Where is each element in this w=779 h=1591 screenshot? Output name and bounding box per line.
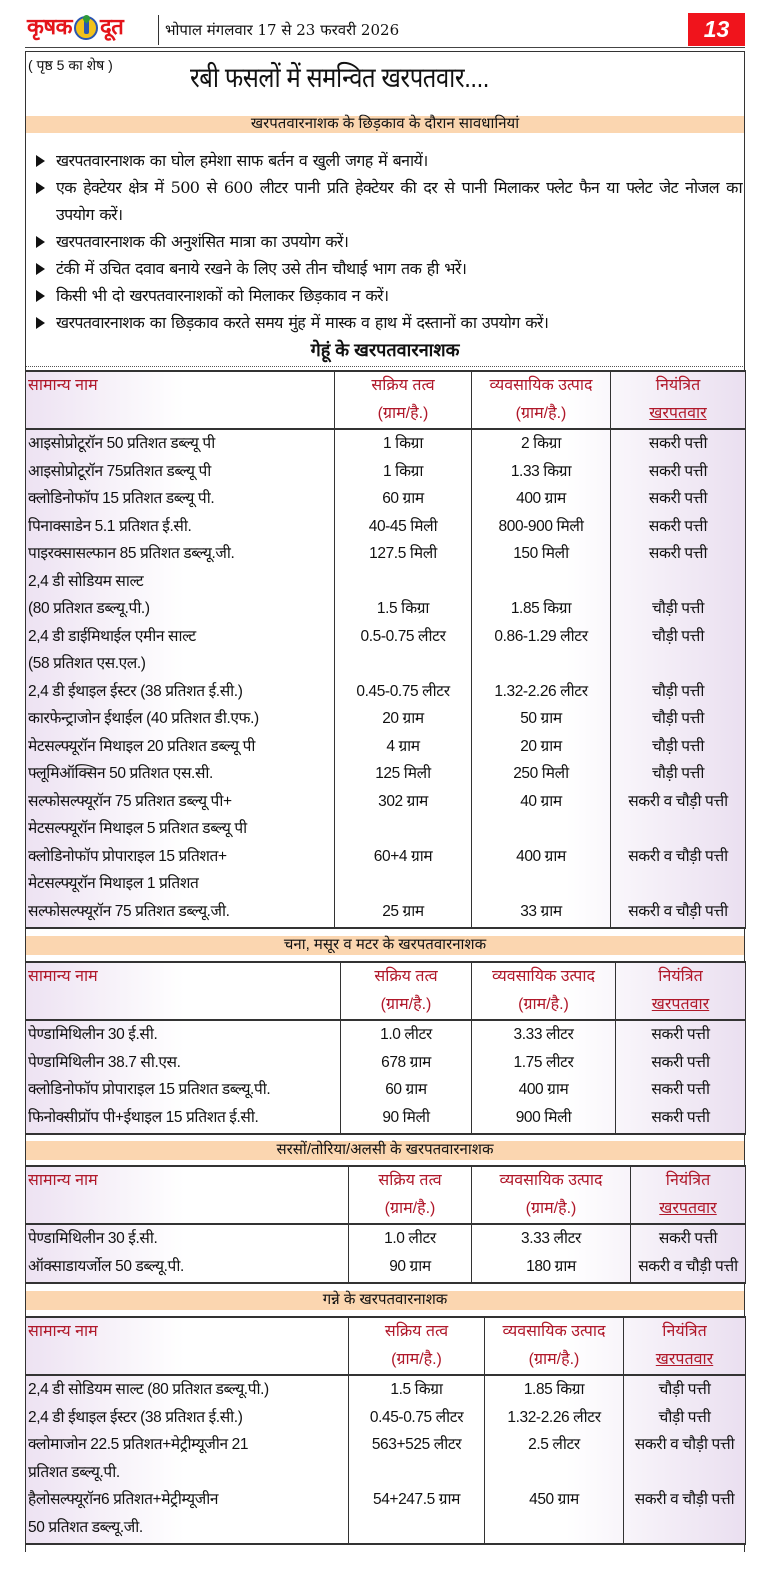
cell-name: पेण्डामिथिलीन 38.7 सी.एस.: [26, 1049, 341, 1077]
masthead: [25, 8, 745, 48]
cell-active: [335, 568, 472, 596]
newspaper-logo[interactable]: [27, 10, 123, 46]
cell-active: 60+4 ग्राम: [335, 843, 472, 871]
cell-product: [485, 1514, 624, 1545]
col-header-product: व्यवसायिक उत्पाद (ग्राम/है.): [472, 1166, 631, 1224]
cell-name: क्लोमाजोन 22.5 प्रतिशत+मेट्रीम्यूजीन 21: [26, 1431, 349, 1459]
cell-product: 20 ग्राम: [472, 733, 611, 761]
cell-weed: सकरी पत्ती: [631, 1224, 746, 1253]
cell-name: फ्लूमिऑक्सिन 50 प्रतिशत एस.सी.: [26, 760, 335, 788]
cell-weed: सकरी पत्ती: [611, 458, 746, 486]
cell-active: 125 मिली: [335, 760, 472, 788]
table-row: [26, 705, 746, 733]
cell-product: 400 ग्राम: [472, 485, 611, 513]
table-row: [26, 1431, 746, 1459]
mustard-band: [26, 1141, 744, 1160]
sugarcane-herbicide-table: [25, 1316, 746, 1545]
cell-active: 25 ग्राम: [335, 898, 472, 929]
table-row: [26, 870, 746, 898]
table-row: [26, 1049, 746, 1077]
cell-active: 60 ग्राम: [341, 1076, 472, 1104]
bullet-triangle-icon: [36, 182, 45, 194]
cell-weed: [611, 815, 746, 843]
table-row: [26, 1076, 746, 1104]
cell-weed: [611, 568, 746, 596]
list-item: खरपतवारनाशक की अनुशंसित मात्रा का उपयोग करें।: [34, 228, 742, 255]
cell-name: 2,4 डी सोडियम साल्ट: [26, 568, 335, 596]
cell-active: 0.5-0.75 लीटर: [335, 623, 472, 651]
cell-name: सल्फोसल्फ्यूरॉन 75 प्रतिशत डब्ल्यू.जी.: [26, 898, 335, 929]
cell-weed: सकरी पत्ती: [616, 1049, 746, 1077]
table-row: [26, 1020, 746, 1049]
table-row: [26, 843, 746, 871]
cell-product: 33 ग्राम: [472, 898, 611, 929]
cell-weed: सकरी व चौड़ी पत्ती: [624, 1486, 746, 1514]
sugarcane-band: [26, 1291, 744, 1310]
cell-product: 2 किग्रा: [472, 429, 611, 458]
table-row: [26, 568, 746, 596]
cell-name: पिनाक्साडेन 5.1 प्रतिशत ई.सी.: [26, 513, 335, 541]
cell-active: 20 ग्राम: [335, 705, 472, 733]
col-header-name: सामान्य नाम: [26, 1166, 349, 1224]
cell-name: फिनोक्सीप्रॉप पी+ईथाइल 15 प्रतिशत ई.सी.: [26, 1104, 341, 1135]
cell-weed: चौड़ी पत्ती: [611, 705, 746, 733]
cell-product: 1.32-2.26 लीटर: [485, 1404, 624, 1432]
table-row: [26, 1486, 746, 1514]
table-row: [26, 815, 746, 843]
precautions-band: [26, 116, 744, 133]
table-row: [26, 1224, 746, 1253]
logo-text-left: कृषक: [27, 15, 73, 40]
cell-product: [472, 650, 611, 678]
list-item: किसी भी दो खरपतवारनाशकों को मिलाकर छिड़काव न करें।: [34, 282, 742, 309]
logo-text-right: दूत: [100, 15, 124, 40]
col-header-active: सक्रिय तत्व (ग्राम/है.): [349, 1317, 485, 1375]
cell-product: 180 ग्राम: [472, 1253, 631, 1284]
col-header-product: व्यवसायिक उत्पाद (ग्राम/है.): [472, 371, 611, 429]
table-row: [26, 540, 746, 568]
cell-name: (80 प्रतिशत डब्ल्यू.पी.): [26, 595, 335, 623]
cell-name: मेटसल्फ्यूरॉन मिथाइल 1 प्रतिशत: [26, 870, 335, 898]
cell-product: 40 ग्राम: [472, 788, 611, 816]
cell-weed: सकरी पत्ती: [611, 540, 746, 568]
table-row: [26, 788, 746, 816]
table-row: [26, 623, 746, 651]
pulses-section-heading: चना, मसूर व मटर के खरपतवारनाशक: [283, 936, 487, 953]
cell-weed: [611, 650, 746, 678]
col-header-active: सक्रिय तत्व (ग्राम/है.): [335, 371, 472, 429]
cell-product: 450 ग्राम: [485, 1486, 624, 1514]
cell-name: हैलोसल्फ्यूरॉन6 प्रतिशत+मेट्रीम्यूजीन: [26, 1486, 349, 1514]
pulses-band: [26, 936, 744, 955]
cell-product: 1.32-2.26 लीटर: [472, 678, 611, 706]
article-title: रबी फसलों में समन्वित खरपतवार....: [190, 62, 489, 93]
cell-active: [335, 870, 472, 898]
cell-name: क्लोडिनोफॉप 15 प्रतिशत डब्ल्यू पी.: [26, 485, 335, 513]
cell-name: 2,4 डी ईथाइल ईस्टर (38 प्रतिशत ई.सी.): [26, 678, 335, 706]
cell-name: पाइरक्सासल्फान 85 प्रतिशत डब्ल्यू.जी.: [26, 540, 335, 568]
cell-active: [335, 650, 472, 678]
cell-product: 3.33 लीटर: [472, 1020, 616, 1049]
table-row: [26, 1253, 746, 1284]
cell-active: [349, 1459, 485, 1487]
cell-product: [472, 870, 611, 898]
cell-weed: सकरी व चौड़ी पत्ती: [631, 1253, 746, 1284]
cell-product: 150 मिली: [472, 540, 611, 568]
cell-name: पेण्डामिथिलीन 30 ई.सी.: [26, 1224, 349, 1253]
cell-product: 0.86-1.29 लीटर: [472, 623, 611, 651]
precautions-list: [34, 147, 742, 336]
bullet-triangle-icon: [36, 155, 45, 167]
col-header-weed: नियंत्रित खरपतवार: [611, 371, 746, 429]
cell-name: प्रतिशत डब्ल्यू.पी.: [26, 1459, 349, 1487]
cell-weed: चौड़ी पत्ती: [611, 623, 746, 651]
cell-weed: सकरी पत्ती: [616, 1020, 746, 1049]
cell-product: 2.5 लीटर: [485, 1431, 624, 1459]
cell-active: 4 ग्राम: [335, 733, 472, 761]
cell-product: 900 मिली: [472, 1104, 616, 1135]
cell-product: 250 मिली: [472, 760, 611, 788]
table-row: [26, 429, 746, 458]
cell-product: 1.85 किग्रा: [485, 1375, 624, 1404]
cell-active: [349, 1514, 485, 1545]
cell-name: कारफेन्ट्राजोन ईथाईल (40 प्रतिशत डी.एफ.): [26, 705, 335, 733]
cell-weed: चौड़ी पत्ती: [611, 733, 746, 761]
cell-name: क्लोडिनोफॉप प्रोपाराइल 15 प्रतिशत डब्ल्यू.पी.: [26, 1076, 341, 1104]
cell-name: 2,4 डी डाईमिथाईल एमीन साल्ट: [26, 623, 335, 651]
cell-product: 3.33 लीटर: [472, 1224, 631, 1253]
cell-active: 1 किग्रा: [335, 458, 472, 486]
table-row: [26, 733, 746, 761]
cell-active: 1.0 लीटर: [341, 1020, 472, 1049]
cell-active: 1 किग्रा: [335, 429, 472, 458]
cell-name: आइसोप्रोटूरॉन 50 प्रतिशत डब्ल्यू पी: [26, 429, 335, 458]
col-header-name: सामान्य नाम: [26, 371, 335, 429]
table-header-row: [26, 371, 746, 429]
bullet-triangle-icon: [36, 263, 45, 275]
cell-weed: चौड़ी पत्ती: [611, 595, 746, 623]
col-header-name: सामान्य नाम: [26, 962, 341, 1020]
wheat-section-heading: गेहूं के खरपतवारनाशक: [310, 340, 460, 360]
sugarcane-section-heading: गन्ने के खरपतवारनाशक: [322, 1291, 448, 1308]
table-header-row: [26, 1166, 746, 1224]
cell-weed: [624, 1514, 746, 1545]
masthead-separator: [158, 15, 159, 45]
cell-weed: [611, 870, 746, 898]
cell-weed: सकरी व चौड़ी पत्ती: [624, 1431, 746, 1459]
precautions-heading: खरपतवारनाशक के छिड़काव के दौरान सावधानियां: [250, 115, 520, 132]
cell-product: [472, 568, 611, 596]
page-number-badge: 13: [688, 13, 745, 46]
col-header-product: व्यवसायिक उत्पाद (ग्राम/है.): [472, 962, 616, 1020]
cell-product: 1.75 लीटर: [472, 1049, 616, 1077]
cell-product: 50 ग्राम: [472, 705, 611, 733]
cell-weed: सकरी व चौड़ी पत्ती: [611, 843, 746, 871]
table-row: [26, 1459, 746, 1487]
cell-active: 1.5 किग्रा: [335, 595, 472, 623]
table-row: [26, 485, 746, 513]
cell-name: 50 प्रतिशत डब्ल्यू.जी.: [26, 1514, 349, 1545]
cell-product: 800-900 मिली: [472, 513, 611, 541]
cell-name: सल्फोसल्फ्यूरॉन 75 प्रतिशत डब्ल्यू पी+: [26, 788, 335, 816]
cell-active: 1.5 किग्रा: [349, 1375, 485, 1404]
cell-active: 0.45-0.75 लीटर: [349, 1404, 485, 1432]
table-row: [26, 1375, 746, 1404]
table-row: [26, 1104, 746, 1135]
cell-active: 54+247.5 ग्राम: [349, 1486, 485, 1514]
list-item: एक हेक्टेयर क्षेत्र में 500 से 600 लीटर पानी प्रति हेक्टेयर की दर से पानी मिलाकर फ्लेट फैन या फ्लेट जेट नोजल का उपयोग करें।: [34, 174, 742, 228]
cell-active: 302 ग्राम: [335, 788, 472, 816]
cell-active: 678 ग्राम: [341, 1049, 472, 1077]
table-row: [26, 678, 746, 706]
pulses-herbicide-table: [25, 961, 746, 1135]
table-header-row: [26, 962, 746, 1020]
table-row: [26, 760, 746, 788]
masthead-rule: [25, 47, 745, 48]
cell-active: 90 ग्राम: [349, 1253, 472, 1284]
cell-name: क्लोडिनोफॉप प्रोपाराइल 15 प्रतिशत+: [26, 843, 335, 871]
cell-active: 563+525 लीटर: [349, 1431, 485, 1459]
cell-name: पेण्डामिथिलीन 30 ई.सी.: [26, 1020, 341, 1049]
cell-product: 400 ग्राम: [472, 1076, 616, 1104]
cell-weed: सकरी व चौड़ी पत्ती: [611, 788, 746, 816]
cell-weed: सकरी पत्ती: [611, 513, 746, 541]
col-header-active: सक्रिय तत्व (ग्राम/है.): [341, 962, 472, 1020]
table-row: [26, 595, 746, 623]
cell-name: ऑक्साडायर्जोल 50 डब्ल्यू.पी.: [26, 1253, 349, 1284]
bullet-triangle-icon: [36, 236, 45, 248]
table-row: [26, 1404, 746, 1432]
dateline: भोपाल मंगलवार 17 से 23 फरवरी 2026: [165, 21, 400, 39]
cell-active: 127.5 मिली: [335, 540, 472, 568]
cell-name: आइसोप्रोटूरॉन 75प्रतिशत डब्ल्यू पी: [26, 458, 335, 486]
cell-name: 2,4 डी ईथाइल ईस्टर (38 प्रतिशत ई.सी.): [26, 1404, 349, 1432]
col-header-weed: नियंत्रित खरपतवार: [624, 1317, 746, 1375]
col-header-weed: नियंत्रित खरपतवार: [616, 962, 746, 1020]
list-item: खरपतवारनाशक का छिड़काव करते समय मुंह में मास्क व हाथ में दस्तानों का उपयोग करें।: [34, 309, 742, 336]
cell-active: 90 मिली: [341, 1104, 472, 1135]
cell-active: [335, 815, 472, 843]
mustard-herbicide-table: [25, 1165, 746, 1284]
table-row: [26, 898, 746, 929]
cell-weed: सकरी पत्ती: [611, 429, 746, 458]
cell-name: 2,4 डी सोडियम साल्ट (80 प्रतिशत डब्ल्यू.पी.): [26, 1375, 349, 1404]
table-row: [26, 458, 746, 486]
dotted-divider: [26, 366, 743, 367]
cell-product: [485, 1459, 624, 1487]
bullet-triangle-icon: [36, 290, 45, 302]
cell-weed: सकरी व चौड़ी पत्ती: [611, 898, 746, 929]
col-header-product: व्यवसायिक उत्पाद (ग्राम/है.): [485, 1317, 624, 1375]
col-header-weed: नियंत्रित खरपतवार: [631, 1166, 746, 1224]
cell-active: 60 ग्राम: [335, 485, 472, 513]
cell-weed: चौड़ी पत्ती: [611, 678, 746, 706]
mustard-section-heading: सरसों/तोरिया/अलसी के खरपतवारनाशक: [276, 1141, 494, 1158]
cell-product: 400 ग्राम: [472, 843, 611, 871]
col-header-active: सक्रिय तत्व (ग्राम/है.): [349, 1166, 472, 1224]
cell-weed: [624, 1459, 746, 1487]
cell-name: मेटसल्फ्यूरॉन मिथाइल 20 प्रतिशत डब्ल्यू पी: [26, 733, 335, 761]
cell-weed: सकरी पत्ती: [616, 1104, 746, 1135]
table-header-row: [26, 1317, 746, 1375]
cell-name: मेटसल्फ्यूरॉन मिथाइल 5 प्रतिशत डब्ल्यू पी: [26, 815, 335, 843]
continued-label: ( पृष्ठ 5 का शेष ): [28, 57, 113, 73]
cell-active: 1.0 लीटर: [349, 1224, 472, 1253]
col-header-name: सामान्य नाम: [26, 1317, 349, 1375]
cell-product: 1.33 किग्रा: [472, 458, 611, 486]
cell-name: (58 प्रतिशत एस.एल.): [26, 650, 335, 678]
cell-weed: सकरी पत्ती: [611, 485, 746, 513]
cell-weed: सकरी पत्ती: [616, 1076, 746, 1104]
cell-product: [472, 815, 611, 843]
list-item: टंकी में उचित दवाव बनाये रखने के लिए उसे तीन चौथाई भाग तक ही भरें।: [34, 255, 742, 282]
cell-active: 0.45-0.75 लीटर: [335, 678, 472, 706]
cell-weed: चौड़ी पत्ती: [624, 1375, 746, 1404]
table-row: [26, 1514, 746, 1545]
cell-product: 1.85 किग्रा: [472, 595, 611, 623]
cell-active: 40-45 मिली: [335, 513, 472, 541]
table-row: [26, 650, 746, 678]
wheat-herbicide-table: [25, 370, 746, 929]
bullet-triangle-icon: [36, 317, 45, 329]
list-item: खरपतवारनाशक का घोल हमेशा साफ बर्तन व खुली जगह में बनायें।: [34, 147, 742, 174]
table-row: [26, 513, 746, 541]
cell-weed: चौड़ी पत्ती: [624, 1404, 746, 1432]
logo-emblem-icon: [74, 16, 98, 40]
cell-weed: चौड़ी पत्ती: [611, 760, 746, 788]
